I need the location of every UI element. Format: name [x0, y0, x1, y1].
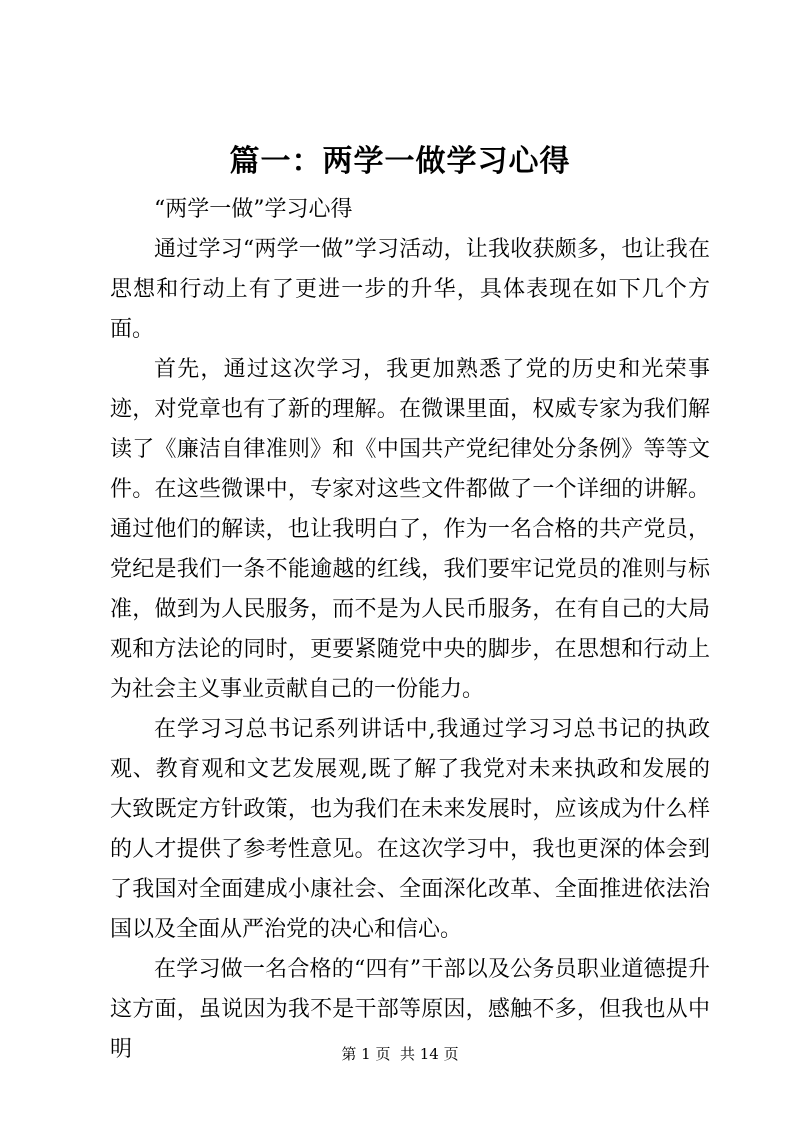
- page-number-label: 第 1 页 共 14 页: [341, 1045, 459, 1063]
- paragraph: 首先，通过这次学习，我更加熟悉了党的历史和光荣事迹，对党章也有了新的理解。在微课里面，权威专家为我们解读了《廉洁自律准则》和《中国共产党纪律处分条例》等等文件。在这些微课中，专家对这些文件都做了一个详细的讲解。通过他们的解读，也让我明白了，作为一名合格的共产党员，党纪是我们一条不能逾越的红线，我们要牢记党员的准则与标准，做到为人民服务，而不是为人民币服务，在有自己的大局观和方法论的同时，更要紧随党中央的脚步，在思想和行动上为社会主义事业贡献自己的一份能力。: [110, 357, 710, 702]
- paragraph: 在学习做一名合格的“四有”干部以及公务员职业道德提升这方面，虽说因为我不是干部等原因，感触不多，但我也从中明: [110, 957, 710, 1062]
- page-footer: [0, 1044, 800, 1064]
- document-title: 篇一：两学一做学习心得: [229, 144, 571, 179]
- paragraph-subtitle: “两学一做”学习心得: [154, 197, 353, 222]
- document-body: [110, 190, 710, 1070]
- paragraph: 通过学习“两学一做”学习活动，让我收获颇多，也让我在思想和行动上有了更进一步的升华，具体表现在如下几个方面。: [110, 237, 710, 342]
- paragraph: 在学习习总书记系列讲话中,我通过学习习总书记的执政观、教育观和文艺发展观,既了解了我党对未来执政和发展的大致既定方针政策，也为我们在未来发展时，应该成为什么样的人才提供了参考性意见。在这次学习中，我也更深的体会到了我国对全面建成小康社会、全面深化改革、全面推进依法治国以及全面从严治党的决心和信心。: [110, 717, 710, 942]
